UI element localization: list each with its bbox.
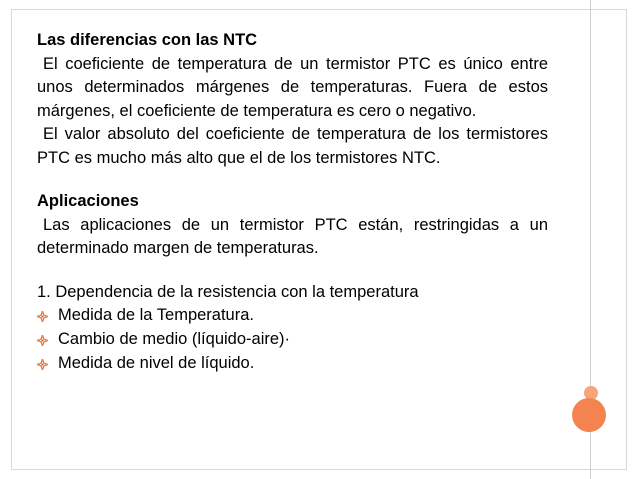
bullet-text: Medida de la Temperatura. xyxy=(58,306,254,325)
paragraph-absolute-value: El valor absoluto del coeficiente de temperatura de los termistores PTC es mucho más alto que el de los termistores NTC. xyxy=(37,125,548,167)
decorative-large-circle xyxy=(572,398,606,432)
spacer xyxy=(37,261,548,281)
slide-content xyxy=(37,29,548,376)
paragraph-applications: Las aplicaciones de un termistor PTC están, restringidas a un determinado margen de temperaturas. xyxy=(37,215,548,257)
bullet-icon xyxy=(37,359,48,370)
list-item xyxy=(37,352,548,376)
paragraph-ptc-coefficient: El coeficiente de temperatura de un termistor PTC es único entre unos determinados márgenes de temperaturas. Fuera de estos márgenes, el coeficiente de temperatura es cero o negativo. xyxy=(37,54,548,120)
list-item xyxy=(37,328,548,352)
heading-differences: Las diferencias con las NTC xyxy=(37,31,258,49)
bullet-icon xyxy=(37,311,48,322)
bullet-text: Cambio de medio (líquido-aire)· xyxy=(58,330,291,349)
bullet-text: Medida de nivel de líquido. xyxy=(58,354,255,373)
bullet-icon xyxy=(37,335,48,346)
heading-applications: Aplicaciones xyxy=(37,192,139,210)
bullet-list xyxy=(37,304,548,376)
list-item xyxy=(37,304,548,328)
list-title-dependence: 1. Dependencia de la resistencia con la temperatura xyxy=(37,282,419,301)
spacer xyxy=(37,170,548,190)
